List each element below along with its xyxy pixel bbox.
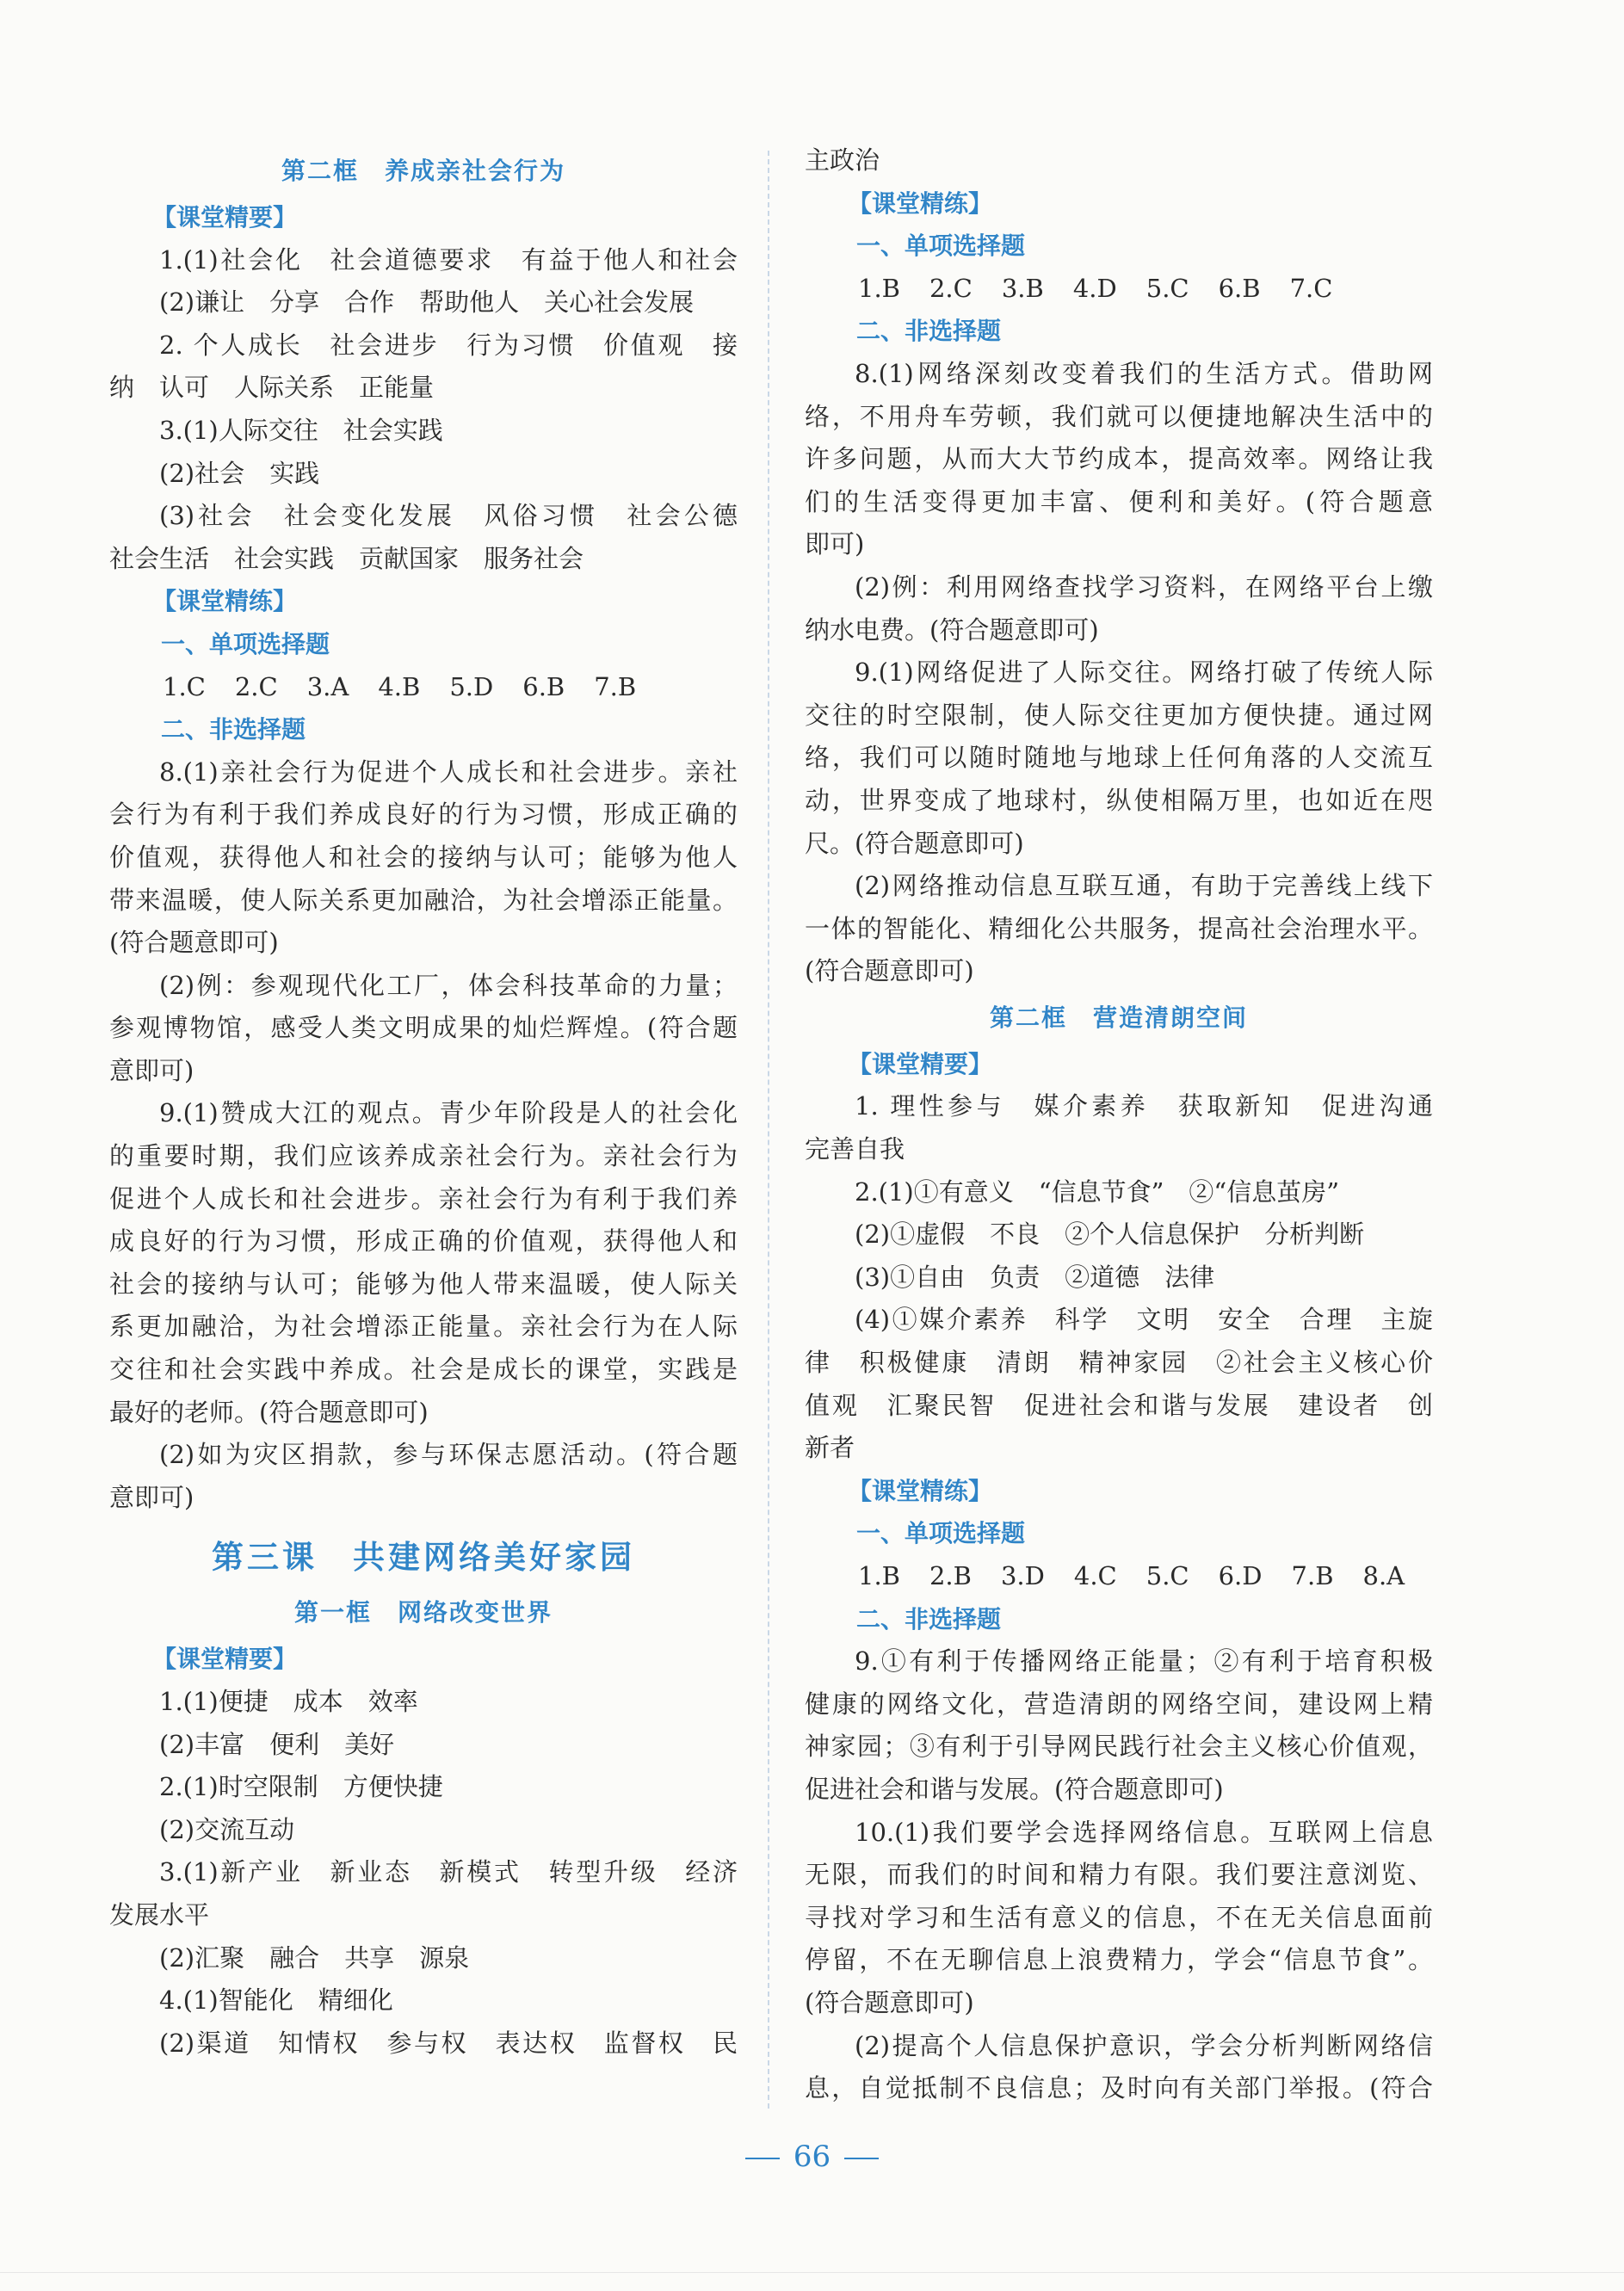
section-label-practice: 【课堂精练】: [152, 587, 298, 616]
frame-title-clear-space: 第二框 营造清朗空间: [989, 1003, 1248, 1032]
answer-item: 6.B: [522, 671, 565, 701]
question-8-answer: [805, 353, 1433, 651]
text-line: 发展水平: [109, 1899, 210, 1930]
answer-item: 5.C: [1145, 273, 1189, 303]
frame-title-prosocial: 第二框 养成亲社会行为: [281, 157, 565, 185]
answer-item: 1.B: [858, 1561, 900, 1590]
text-line: 意即可): [109, 1055, 195, 1085]
text-line: (2)①虚假 不良 ②个人信息保护 分析判断: [855, 1220, 1365, 1250]
key-points-text: [109, 1681, 738, 2065]
text-line: 的重要时期，我们应该养成亲社会行为。亲社会行为: [109, 1141, 738, 1171]
answer-item: 4.D: [1072, 273, 1117, 303]
text-line: 值观 汇聚民智 促进社会和谐与发展 建设者 创: [805, 1390, 1433, 1420]
answer-item: 7.C: [1289, 273, 1333, 303]
text-line: 们的生活变得更加丰富、便利和美好。(符合题意: [805, 486, 1433, 516]
frame-title-network-world: 第一框 网络改变世界: [293, 1598, 553, 1627]
text-line: 3.(1)新产业 新业态 新模式 转型升级 经济: [159, 1857, 738, 1887]
text-line: 价值观，获得他人和社会的接纳与认可；能够为他人: [109, 842, 738, 872]
text-line: (2)例：参观现代化工厂，体会科技革命的力量；: [159, 970, 738, 1000]
single-choice-answers: [109, 666, 738, 709]
text-line: 律 积极健康 清朗 精神家园 ②社会主义核心价: [805, 1348, 1433, 1378]
text-line: 一体的智能化、精细化公共服务，提高社会治理水平。: [805, 913, 1433, 943]
text-line: (2)例：利用网络查找学习资料，在网络平台上缴: [855, 571, 1433, 602]
text-line: (符合题意即可): [805, 1987, 974, 2017]
subheading-single-choice: 一、单项选择题: [161, 629, 330, 658]
text-line: 2.(1)时空限制 方便快捷: [159, 1772, 443, 1802]
text-line: 健康的网络文化，营造清朗的网络空间，建设网上精: [805, 1689, 1433, 1719]
text-line: (2)渠道 知情权 参与权 表达权 监督权 民: [159, 2028, 738, 2058]
text-line: (符合题意即可): [805, 956, 974, 986]
lesson-title-network: 第三课 共建网络美好家园: [212, 1539, 635, 1577]
key-points-text: [109, 239, 738, 581]
text-line: 即可): [805, 529, 865, 559]
text-line: 许多问题，从而大大节约成本，提高效率。网络让我: [805, 444, 1433, 474]
text-line: (符合题意即可): [109, 928, 279, 958]
text-line: 神家园；③有利于引导网民践行社会主义核心价值观，: [805, 1732, 1433, 1762]
section-label-key-points: 【课堂精要】: [848, 1049, 993, 1078]
text-line: 3.(1)人际交往 社会实践: [159, 415, 443, 445]
page-number-dash: [844, 2158, 879, 2159]
answer-item: 4.B: [378, 671, 421, 701]
text-line: 2.(1)①有意义 “信息节食” ②“信息茧房”: [855, 1176, 1340, 1207]
text-line: 新者: [805, 1433, 855, 1463]
column-divider: [768, 151, 769, 2109]
text-line: 意即可): [109, 1482, 195, 1512]
text-line: 社会的接纳与认可；能够为他人带来温暖，使人际关: [109, 1269, 738, 1299]
left-column: [109, 146, 738, 2065]
text-line: (2)谦让 分享 合作 帮助他人 关心社会发展: [159, 287, 695, 318]
question-10-answer: [805, 1812, 1433, 2110]
answer-item: 3.B: [1001, 273, 1044, 303]
text-line: 完善自我: [805, 1134, 905, 1164]
question-9-answer: [805, 651, 1433, 993]
subheading-non-choice: 二、非选择题: [856, 317, 1002, 346]
text-line: 9.(1)网络促进了人际交往。网络打破了传统人际: [855, 658, 1433, 688]
text-line: (4)①媒介素养 科学 文明 安全 合理 主旋: [855, 1305, 1433, 1335]
subheading-non-choice: 二、非选择题: [856, 1604, 1002, 1633]
right-column: [805, 139, 1433, 2110]
answer-item: 4.C: [1073, 1561, 1117, 1590]
text-line: 9.(1)赞成大江的观点。青少年阶段是人的社会化: [159, 1098, 738, 1128]
answer-item: 2.C: [234, 671, 278, 701]
text-line: (3)社会 社会变化发展 风俗习惯 社会公德: [159, 501, 738, 531]
text-line: 9.①有利于传播网络正能量；②有利于培育积极: [855, 1646, 1433, 1677]
text-line: 2. 个人成长 社会进步 行为习惯 价值观 接: [159, 330, 738, 360]
answer-item: 5.C: [1145, 1561, 1189, 1590]
text-line: 8.(1)亲社会行为促进个人成长和社会进步。亲社: [159, 756, 738, 787]
section-label-key-points: 【课堂精要】: [152, 1645, 298, 1674]
subheading-single-choice: 一、单项选择题: [856, 1519, 1026, 1548]
subheading-non-choice: 二、非选择题: [161, 715, 306, 744]
text-line: 最好的老师。(符合题意即可): [109, 1397, 429, 1427]
text-line: (2)社会 实践: [159, 458, 320, 488]
text-line: (2)如为灾区捐款，参与环保志愿活动。(符合题: [159, 1440, 738, 1470]
answer-item: 7.B: [1291, 1561, 1334, 1590]
single-choice-answers: [805, 268, 1433, 311]
text-line: 会行为有利于我们养成良好的行为习惯，形成正确的: [109, 800, 738, 830]
page-number-value: 66: [793, 2140, 831, 2174]
text-line: 寻找对学习和生活有意义的信息，不在无关信息面前: [805, 1902, 1433, 1932]
text-line: 社会生活 社会实践 贡献国家 服务社会: [109, 543, 584, 573]
section-label-practice: 【课堂精练】: [848, 188, 993, 218]
answer-item: 1.B: [858, 273, 900, 303]
text-line: (2)提高个人信息保护意识，学会分析判断网络信: [855, 2030, 1433, 2060]
text-line: 交往的时空限制，使人际交往更加方便快捷。通过网: [805, 700, 1433, 730]
text-line: 成良好的行为习惯，形成正确的价值观，获得他人和: [109, 1226, 738, 1257]
answer-item: 3.A: [306, 671, 349, 701]
section-label-practice: 【课堂精练】: [848, 1476, 993, 1505]
text-line: (2)汇聚 融合 共享 源泉: [159, 1942, 470, 1973]
subheading-single-choice: 一、单项选择题: [856, 232, 1026, 261]
text-line: 系更加融洽，为社会增添正能量。亲社会行为在人际: [109, 1312, 738, 1342]
answer-item: 6.D: [1218, 1561, 1263, 1590]
answer-item: 2.B: [929, 1561, 972, 1590]
text-line: 纳 认可 人际关系 正能量: [109, 373, 435, 403]
text-line: 停留，不在无聊信息上浪费精力，学会“信息节食”。: [805, 1945, 1433, 1975]
text-line: 络，不用舟车劳顿，我们就可以便捷地解决生活中的: [805, 401, 1433, 431]
text-line: 参观博物馆，感受人类文明成果的灿烂辉煌。(符合题: [109, 1013, 738, 1043]
answer-item: 7.B: [594, 671, 637, 701]
text-line: 息，自觉抵制不良信息；及时向有关部门举报。(符合: [805, 2073, 1433, 2103]
question-9-answer: [805, 1640, 1433, 1811]
text-line: 纳水电费。(符合题意即可): [805, 614, 1099, 645]
text-line: 促进社会和谐与发展。(符合题意即可): [805, 1774, 1224, 1804]
text-line: (3)①自由 负责 ②道德 法律: [855, 1262, 1215, 1292]
answer-item: 1.C: [163, 671, 206, 701]
text-line: 带来温暖，使人际关系更加融洽，为社会增添正能量。: [109, 885, 738, 915]
text-line: 络，我们可以随时随地与地球上任何角落的人交流互: [805, 743, 1433, 773]
answer-item: 6.B: [1218, 273, 1261, 303]
answer-item: 2.C: [929, 273, 973, 303]
text-line: (2)交流互动: [159, 1814, 295, 1844]
text-line: (2)网络推动信息互联互通，有助于完善线上线下: [855, 871, 1433, 901]
question-9-answer: [109, 1092, 738, 1519]
section-label-key-points: 【课堂精要】: [152, 203, 298, 232]
text-line: (2)丰富 便利 美好: [159, 1729, 395, 1759]
question-8-answer: [109, 751, 738, 1093]
text-line: 无限，而我们的时间和精力有限。我们要注意浏览、: [805, 1860, 1433, 1890]
text-line: 主政治: [805, 145, 880, 175]
single-choice-answers: [805, 1555, 1433, 1598]
key-points-text: [805, 1085, 1433, 1469]
text-line: 8.(1)网络深刻改变着我们的生活方式。借助网: [855, 358, 1433, 388]
text-line: 交往和社会实践中养成。社会是成长的课堂，实践是: [109, 1355, 738, 1385]
page-number: [0, 2140, 1624, 2174]
text-line: 动，世界变成了地球村，纵使相隔万里，也如近在咫: [805, 785, 1433, 815]
page-number-dash: [745, 2158, 780, 2159]
answer-item: 8.A: [1362, 1561, 1405, 1590]
text-line: 10.(1)我们要学会选择网络信息。互联网上信息: [855, 1817, 1433, 1847]
text-line: 1. 理性参与 媒介素养 获取新知 促进沟通: [855, 1091, 1433, 1121]
answer-item: 3.D: [1000, 1561, 1045, 1590]
text-line: 4.(1)智能化 精细化: [159, 1985, 393, 2016]
text-line: 促进个人成长和社会进步。亲社会行为有利于我们养: [109, 1183, 738, 1213]
bottom-rule: [0, 2272, 1624, 2273]
text-line: 1.(1)社会化 社会道德要求 有益于他人和社会: [159, 244, 738, 275]
answer-item: 5.D: [449, 671, 494, 701]
text-line: 1.(1)便捷 成本 效率: [159, 1687, 418, 1716]
text-line: 尺。(符合题意即可): [805, 828, 1024, 858]
